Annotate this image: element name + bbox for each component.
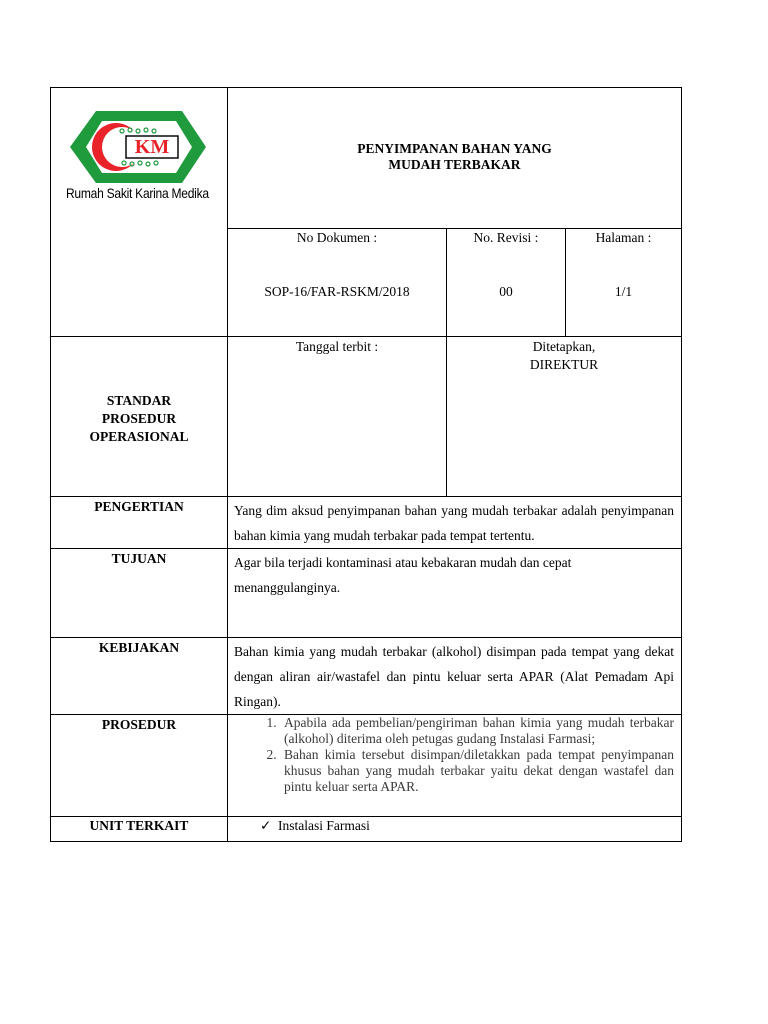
doc-no-label: No Dokumen : <box>296 230 378 245</box>
revision-label: No. Revisi : <box>473 230 539 245</box>
approved-line-1: Ditetapkan, <box>532 339 596 354</box>
logo-emblem-icon <box>64 107 214 185</box>
issued-label: Tanggal terbit : <box>295 339 379 354</box>
unit-item-label: Instalasi Farmasi <box>278 818 370 833</box>
revision-value: 00 <box>499 284 513 299</box>
kebijakan-label: KEBIJAKAN <box>98 640 180 655</box>
pengertian-label: PENGERTIAN <box>94 499 184 514</box>
checkmark-icon: ✓ <box>260 818 272 833</box>
pengertian-text: Yang dim aksud penyimpanan bahan yang mudah terbakar adalah penyimpanan bahan kimia yang mudah terbakar pada tempat tertentu. <box>234 503 674 543</box>
sop-title-line-2: PROSEDUR <box>101 411 177 426</box>
table-border-right <box>681 87 682 842</box>
title-line-2: MUDAH TERBAKAR <box>388 157 521 172</box>
list-item: 1. Apabila ada pembelian/pengiriman bahan kimia yang mudah terbakar (alkohol) diterima oleh petugas gudang Instalasi Farmasi; <box>280 715 674 747</box>
page-title <box>228 141 681 173</box>
page-label: Halaman : <box>595 230 652 245</box>
unit-terkait-item <box>260 817 660 835</box>
unit-terkait-label: UNIT TERKAIT <box>89 818 189 833</box>
table-border-top <box>50 87 682 88</box>
page-value: 1/1 <box>614 284 633 299</box>
hospital-name: Rumah Sakit Karina Medika <box>66 185 209 201</box>
tujuan-divider <box>50 637 682 638</box>
sop-title-line-1: STANDAR <box>106 393 172 408</box>
approval-block <box>447 338 681 374</box>
sop-title <box>51 392 227 446</box>
sop-document <box>50 87 682 842</box>
tujuan-text: Agar bila terjadi kontaminasi atau kebakaran mudah dan cepat menanggulanginya. <box>234 555 572 595</box>
sop-bottom-divider <box>50 496 682 497</box>
column-divider <box>227 87 228 842</box>
meta-bottom-divider <box>50 336 682 337</box>
doc-no-value: SOP-16/FAR-RSKM/2018 <box>264 284 410 299</box>
kebijakan-text: Bahan kimia yang mudah terbakar (alkohol) disimpan pada tempat yang dekat dengan aliran air/wastafel dan pintu keluar serta APAR (Alat Pemadam Api Ringan). <box>234 644 674 709</box>
tujuan-label: TUJUAN <box>111 551 167 566</box>
title-line-1: PENYIMPANAN BAHAN YANG <box>357 141 552 156</box>
svg-text:KM: KM <box>134 136 170 158</box>
sop-title-line-3: OPERASIONAL <box>89 429 189 444</box>
prosedur-label: PROSEDUR <box>101 717 177 732</box>
pengertian-divider <box>50 548 682 549</box>
prosedur-list <box>256 715 674 795</box>
hospital-logo <box>64 107 214 207</box>
approved-line-2: DIREKTUR <box>529 357 599 372</box>
table-border-bottom <box>50 841 682 842</box>
list-item: 2. Bahan kimia tersebut disimpan/diletakkan pada tempat penyimpanan khusus bahan yang mudah terbakar yaitu dekat dengan wastafel dan pintu keluar serta APAR. <box>280 747 674 795</box>
